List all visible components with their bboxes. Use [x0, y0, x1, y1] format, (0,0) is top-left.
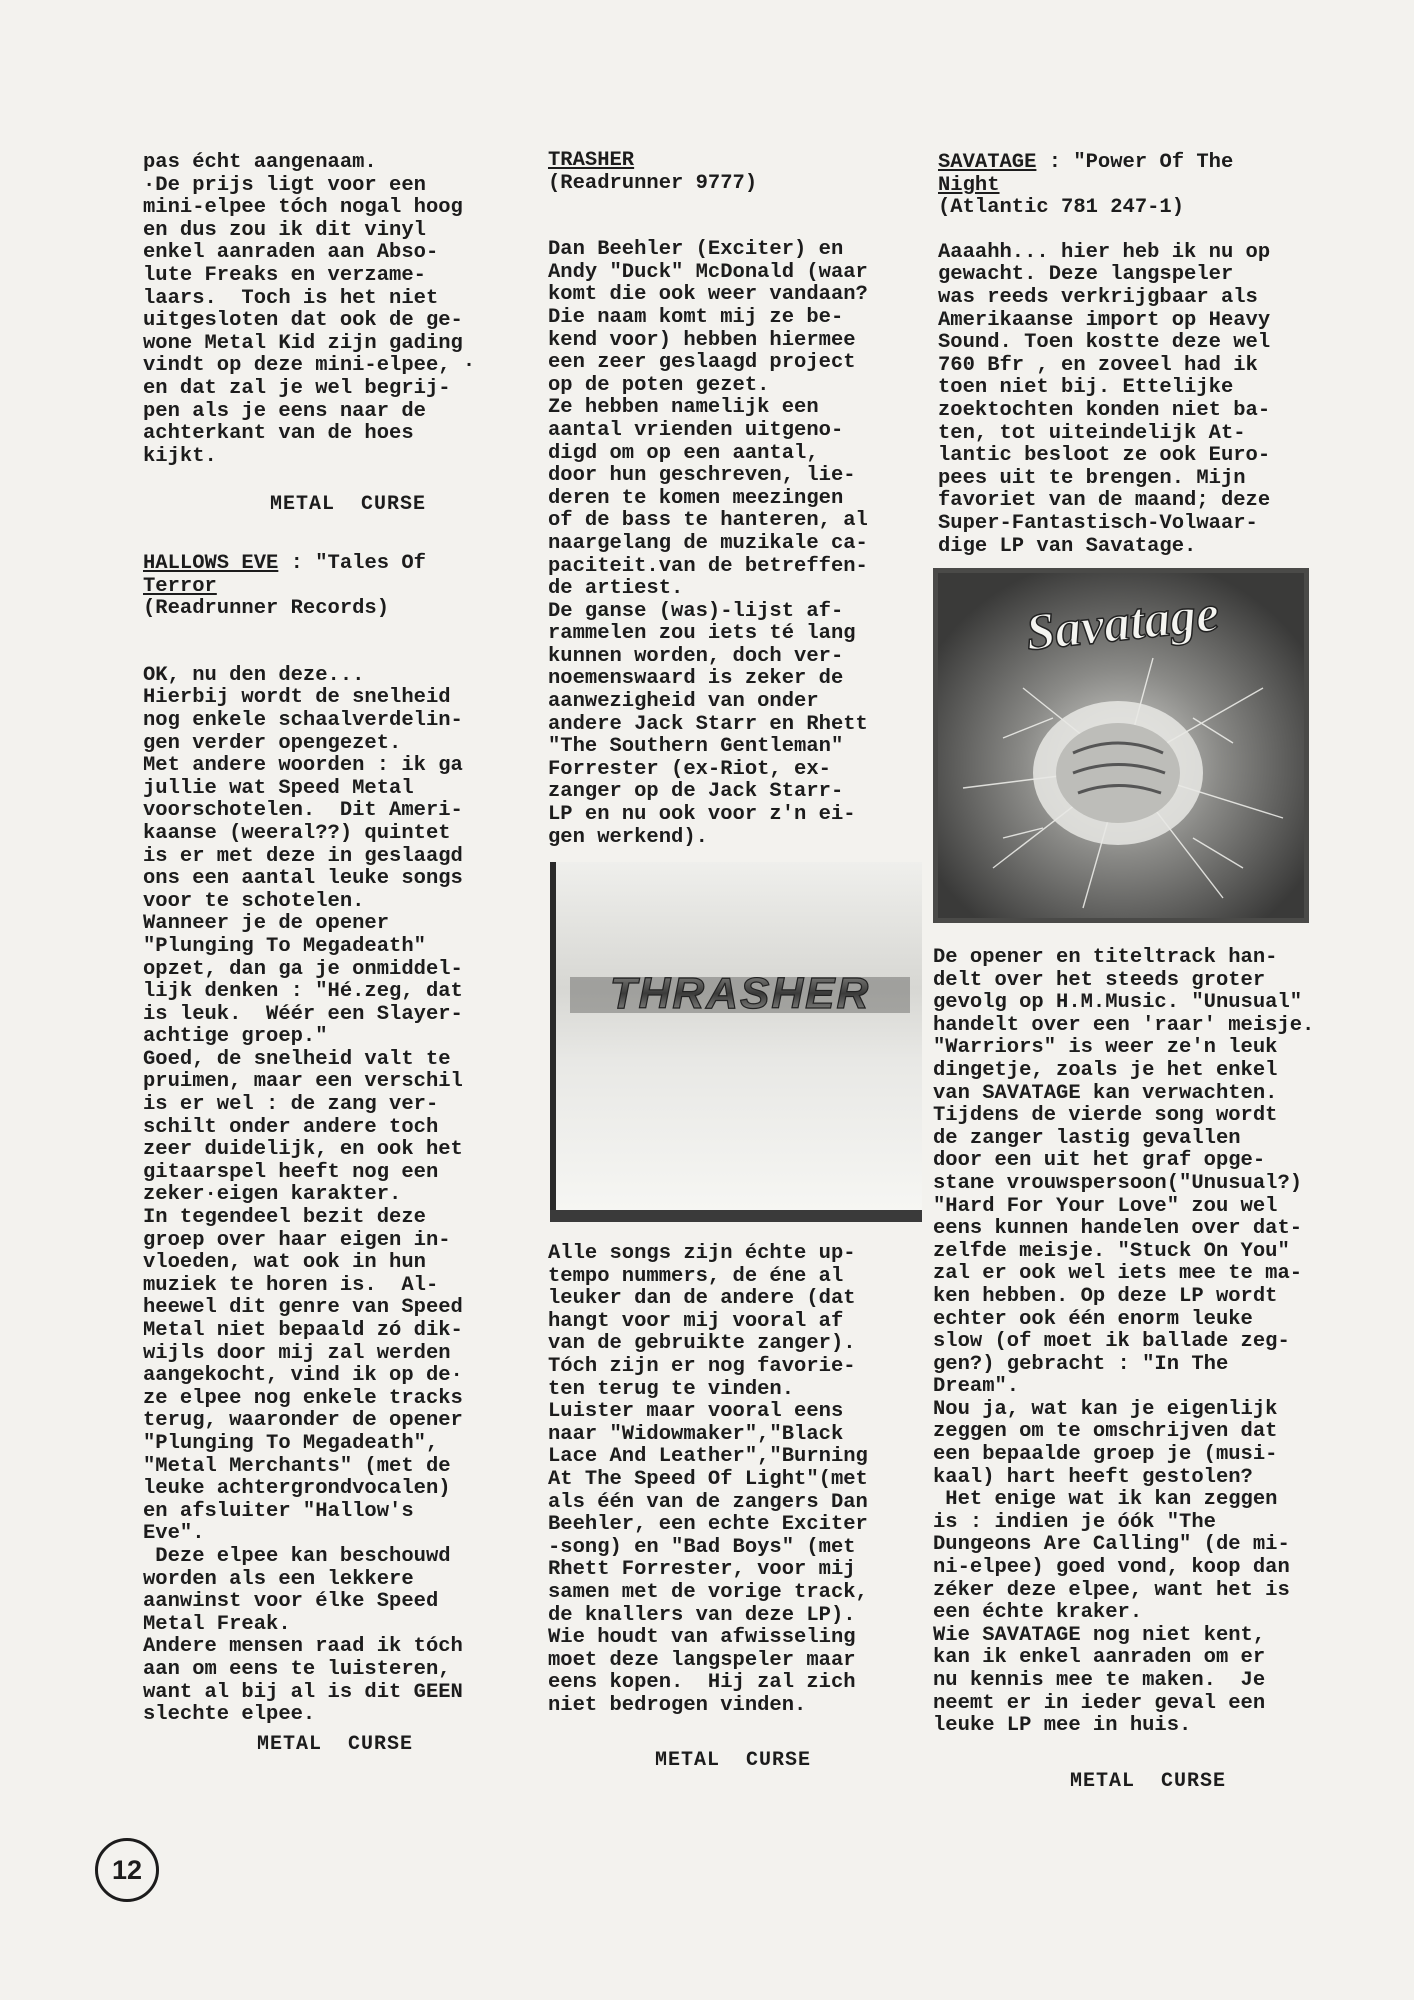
band-name: HALLOWS EVE: [143, 552, 279, 575]
text-line: ons een aantal leuke songs: [143, 867, 463, 891]
text-line: van de gebruikte zanger).: [548, 1332, 856, 1356]
text-line: voor te schotelen.: [143, 889, 365, 913]
text-line: "Plunging To Megadeath": [143, 934, 426, 958]
text-line: kend voor) hebben hiermee: [548, 328, 856, 352]
text-line: gen verder opengezet.: [143, 731, 402, 755]
text-line: jullie wat Speed Metal: [143, 776, 414, 800]
text-line: en dus zou ik dit vinyl: [143, 218, 426, 242]
text-line: "The Southern Gentleman": [548, 735, 844, 759]
column-1-intro: [143, 152, 503, 468]
text-line: lute Freaks en verzame-: [143, 263, 426, 287]
text-line: een échte kraker.: [933, 1601, 1143, 1625]
text-line: en dat zal je wel begrij-: [143, 376, 451, 400]
text-line: rammelen zou iets té lang: [548, 622, 856, 646]
text-line: samen met de vorige track,: [548, 1580, 868, 1604]
text-line: is er wel : de zang ver-: [143, 1093, 439, 1117]
signature-col3: METAL CURSE: [1070, 1770, 1227, 1793]
text-line: zeggen om te omschrijven dat: [933, 1420, 1278, 1444]
text-line: nog enkele schaalverdelin-: [143, 708, 463, 732]
text-line: aanwezigheid van onder: [548, 690, 819, 714]
review-title: HALLOWS EVE : "Tales Of: [143, 552, 426, 575]
review-title-line2: Terror: [143, 574, 217, 598]
text-line: digd om op een aantal,: [548, 441, 819, 465]
text-line: worden als een lekkere: [143, 1567, 414, 1591]
review-title: SAVATAGE : "Power Of The: [938, 151, 1234, 174]
record-label: (Readrunner 9777): [548, 171, 758, 195]
text-line: lantic besloot ze ook Euro-: [938, 444, 1271, 468]
text-line: Tóch zijn er nog favorie-: [548, 1354, 856, 1378]
text-line: Wie SAVATAGE nog niet kent,: [933, 1623, 1266, 1647]
text-line: mini-elpee tóch nogal hoog: [143, 196, 463, 220]
text-line: Deze elpee kan beschouwd: [143, 1544, 451, 1568]
text-line: Nou ja, wat kan je eigenlijk: [933, 1397, 1278, 1421]
text-line: gevolg op H.M.Music. "Unusual": [933, 991, 1303, 1015]
text-line: Tijdens de vierde song wordt: [933, 1104, 1278, 1128]
text-line: Aaaahh... hier heb ik nu op: [938, 240, 1271, 264]
text-line: Wanneer je de opener: [143, 912, 390, 936]
text-line: als één van de zangers Dan: [548, 1490, 868, 1514]
text-line: hangt voor mij vooral af: [548, 1309, 844, 1333]
text-line: door hun geschreven, lie-: [548, 464, 856, 488]
text-line: Luister maar vooral eens: [548, 1400, 844, 1424]
text-line: voorschotelen. Dit Ameri-: [143, 799, 463, 823]
text-line: Amerikaanse import op Heavy: [938, 308, 1271, 332]
review-savatage: [938, 152, 1378, 558]
text-line: "Metal Merchants" (met de: [143, 1454, 451, 1478]
text-line: Alle songs zijn échte up-: [548, 1242, 856, 1265]
text-line: In tegendeel bezit deze: [143, 1206, 426, 1230]
text-line: moet deze langspeler maar: [548, 1648, 856, 1672]
text-line: lijk denken : "Hé.zeg, dat: [143, 980, 463, 1004]
text-line: komt die ook weer vandaan?: [548, 283, 868, 307]
text-line: enkel aanraden aan Abso-: [143, 241, 439, 265]
text-line: muziek te horen is. Al-: [143, 1273, 439, 1297]
text-line: kunnen worden, doch ver-: [548, 644, 844, 668]
text-line: handelt over een 'raar' meisje.: [933, 1013, 1315, 1037]
signature-col2: METAL CURSE: [655, 1749, 812, 1772]
text-line: andere Jack Starr en Rhett: [548, 712, 868, 736]
text-line: de artiest.: [548, 577, 684, 601]
text-line: Metal Freak.: [143, 1612, 291, 1636]
text-line: gen werkend).: [548, 825, 708, 849]
signature-col1: METAL CURSE: [257, 1733, 414, 1756]
text-line: schilt onder andere toch: [143, 1115, 439, 1139]
text-line: neemt er in ieder geval een: [933, 1691, 1266, 1715]
text-line: Dan Beehler (Exciter) en: [548, 238, 844, 262]
review-savatage-continued: [933, 947, 1373, 1738]
text-line: OK, nu den deze...: [143, 663, 365, 687]
text-line: van SAVATAGE kan verwachten.: [933, 1081, 1278, 1105]
text-line: was reeds verkrijgbaar als: [938, 285, 1258, 309]
text-line: Metal niet bepaald zó dik-: [143, 1319, 463, 1342]
text-line: ten, tot uiteindelijk At-: [938, 421, 1246, 445]
text-line: achtige groep.": [143, 1025, 328, 1049]
text-line: 760 Bfr , en zoveel had ik: [938, 353, 1258, 377]
text-line: en afsluiter "Hallow's: [143, 1499, 414, 1523]
text-line: vloeden, wat ook in hun: [143, 1251, 426, 1275]
text-line: leuke LP mee in huis.: [933, 1714, 1192, 1738]
text-line: Goed, de snelheid valt te: [143, 1047, 451, 1071]
text-line: ni-elpee) goed vond, koop dan: [933, 1556, 1290, 1580]
record-label: (Atlantic 781 247-1): [938, 196, 1185, 220]
review-body: [143, 665, 503, 1727]
text-line: ken hebben. Op deze LP wordt: [933, 1284, 1278, 1308]
review-trasher: [548, 150, 918, 849]
review-title-line2: Night: [938, 173, 1000, 197]
text-line: want al bij al is dit GEEN: [143, 1680, 463, 1704]
text-line: eens kopen. Hij zal zich: [548, 1671, 856, 1695]
text-line: Hierbij wordt de snelheid: [143, 686, 451, 710]
text-line: Die naam komt mij ze be-: [548, 305, 844, 329]
text-line: tempo nummers, de éne al: [548, 1264, 844, 1288]
text-line: Dungeons Are Calling" (de mi-: [933, 1533, 1290, 1557]
review-body: [548, 239, 918, 849]
text-line: ·De prijs ligt voor een: [143, 173, 426, 197]
text-line: gitaarspel heeft nog een: [143, 1160, 439, 1184]
text-line: De opener en titeltrack han-: [933, 946, 1278, 969]
text-line: heewel dit genre van Speed: [143, 1296, 463, 1320]
column-1: [143, 152, 503, 468]
text-line: Eve".: [143, 1522, 205, 1546]
text-line: naar "Widowmaker","Black: [548, 1422, 844, 1446]
text-line: LP en nu ook voor z'n ei-: [548, 803, 856, 827]
text-line: Met andere woorden : ik ga: [143, 754, 463, 778]
text-line: wone Metal Kid zijn gading: [143, 331, 463, 355]
text-line: pas écht aangenaam.: [143, 151, 377, 174]
text-line: is leuk. Wéér een Slayer-: [143, 1002, 463, 1026]
cover-logo-text: Savatage: [1023, 585, 1222, 662]
text-line: de knallers van deze LP).: [548, 1603, 856, 1627]
text-line: De ganse (was)-lijst af-: [548, 599, 844, 623]
savatage-album-cover: [933, 568, 1309, 923]
text-line: uitgesloten dat ook de ge-: [143, 309, 463, 333]
text-line: Ze hebben namelijk een: [548, 396, 819, 420]
text-line: echter ook één enorm leuke: [933, 1307, 1253, 1331]
text-line: Andere mensen raad ik tóch: [143, 1635, 463, 1659]
text-line: paciteit.van de betreffen-: [548, 554, 868, 578]
text-line: zelfde meisje. "Stuck On You": [933, 1239, 1290, 1263]
text-line: achterkant van de hoes: [143, 422, 414, 446]
text-line: slow (of moet ik ballade zeg-: [933, 1330, 1290, 1354]
text-line: niet bedrogen vinden.: [548, 1693, 807, 1717]
text-line: is er met deze in geslaagd: [143, 844, 463, 868]
text-line: een bepaalde groep je (musi-: [933, 1443, 1278, 1467]
text-line: laars. Toch is het niet: [143, 286, 439, 310]
page-number: 12: [95, 1838, 159, 1902]
cover-logo-text: THRASHER: [609, 969, 871, 1018]
text-line: Lace And Leather","Burning: [548, 1445, 868, 1469]
text-line: Wie houdt van afwisseling: [548, 1626, 856, 1650]
text-line: kijkt.: [143, 444, 217, 468]
text-line: "Hard For Your Love" zou wel: [933, 1194, 1278, 1218]
text-line: ze elpee nog enkele tracks: [143, 1386, 463, 1410]
text-line: zanger op de Jack Starr-: [548, 780, 844, 804]
review-body: [938, 242, 1378, 558]
text-line: pees uit te brengen. Mijn: [938, 466, 1246, 490]
text-line: zeker·eigen karakter.: [143, 1183, 402, 1207]
text-line: deren te komen meezingen: [548, 486, 844, 510]
thrasher-album-cover: [550, 862, 922, 1222]
text-line: zal er ook wel iets mee te ma-: [933, 1262, 1303, 1286]
text-line: Dream".: [933, 1375, 1020, 1399]
text-line: "Warriors" is weer ze'n leuk: [933, 1036, 1278, 1060]
text-line: de zanger lastig gevallen: [933, 1126, 1241, 1150]
text-line: aangekocht, vind ik op de·: [143, 1364, 463, 1388]
text-line: kaanse (weeral??) quintet: [143, 821, 451, 845]
text-line: aantal vrienden uitgeno-: [548, 418, 844, 442]
text-line: wijls door mij zal werden: [143, 1341, 451, 1365]
text-line: stane vrouwspersoon("Unusual?): [933, 1171, 1303, 1195]
text-line: vindt op deze mini-elpee, ·: [143, 354, 476, 378]
text-line: zeer duidelijk, en ook het: [143, 1138, 463, 1162]
text-line: At The Speed Of Light"(met: [548, 1467, 868, 1491]
text-line: opzet, dan ga je onmiddel-: [143, 957, 463, 981]
text-line: of de bass te hanteren, al: [548, 509, 868, 533]
text-line: leuke achtergrondvocalen): [143, 1477, 451, 1501]
review-body-continued: [933, 947, 1373, 1738]
text-line: Sound. Toen kostte deze wel: [938, 331, 1271, 355]
band-name: SAVATAGE: [938, 151, 1037, 174]
text-line: noemenswaard is zeker de: [548, 667, 844, 691]
text-line: zéker deze elpee, want het is: [933, 1578, 1290, 1602]
text-line: "Plunging To Megadeath",: [143, 1431, 439, 1455]
text-line: aanwinst voor élke Speed: [143, 1590, 439, 1614]
text-line: Het enige wat ik kan zeggen: [933, 1488, 1278, 1512]
text-line: is : indien je óók "The: [933, 1510, 1216, 1534]
text-line: pruimen, maar een verschil: [143, 1070, 463, 1094]
text-line: pen als je eens naar de: [143, 399, 426, 423]
text-line: Super-Fantastisch-Volwaar-: [938, 511, 1258, 535]
text-line: eens kunnen handelen over dat-: [933, 1217, 1303, 1241]
text-line: -song) en "Bad Boys" (met: [548, 1535, 856, 1559]
text-line: delt over het steeds groter: [933, 968, 1266, 992]
text-line: naargelang de muzikale ca-: [548, 531, 868, 555]
text-line: gewacht. Deze langspeler: [938, 263, 1234, 287]
text-line: kaal) hart heeft gestolen?: [933, 1465, 1253, 1489]
text-line: groep over haar eigen in-: [143, 1228, 451, 1252]
text-line: ten terug te vinden.: [548, 1377, 795, 1401]
review-body-continued: [548, 1243, 918, 1717]
text-line: een zeer geslaagd project: [548, 351, 856, 375]
signature-col1-intro: METAL CURSE: [270, 493, 427, 516]
band-name: TRASHER: [548, 149, 635, 172]
text-line: dingetje, zoals je het enkel: [933, 1058, 1278, 1082]
review-hallows-eve: [143, 553, 503, 1727]
text-line: leuker dan de andere (dat: [548, 1287, 856, 1311]
text-line: aan om eens te luisteren,: [143, 1657, 451, 1681]
review-trasher-continued: [548, 1243, 918, 1717]
text-line: Forrester (ex-Riot, ex-: [548, 757, 831, 781]
text-line: kan ik enkel aanraden om er: [933, 1646, 1266, 1670]
text-line: nu kennis mee te maken. Je: [933, 1669, 1266, 1692]
text-line: Andy "Duck" McDonald (waar: [548, 260, 868, 284]
text-line: toen niet bij. Ettelijke: [938, 376, 1234, 400]
text-line: zoektochten konden niet ba-: [938, 398, 1271, 422]
record-label: (Readrunner Records): [143, 597, 390, 621]
text-line: terug, waaronder de opener: [143, 1409, 463, 1433]
text-line: dige LP van Savatage.: [938, 534, 1197, 558]
text-line: gen?) gebracht : "In The: [933, 1352, 1229, 1376]
text-line: Beehler, een echte Exciter: [548, 1513, 868, 1537]
text-line: door een uit het graf opge-: [933, 1149, 1266, 1173]
text-line: slechte elpee.: [143, 1703, 316, 1727]
text-line: favoriet van de maand; deze: [938, 489, 1271, 513]
text-line: Rhett Forrester, voor mij: [548, 1558, 856, 1582]
text-line: op de poten gezet.: [548, 373, 770, 397]
